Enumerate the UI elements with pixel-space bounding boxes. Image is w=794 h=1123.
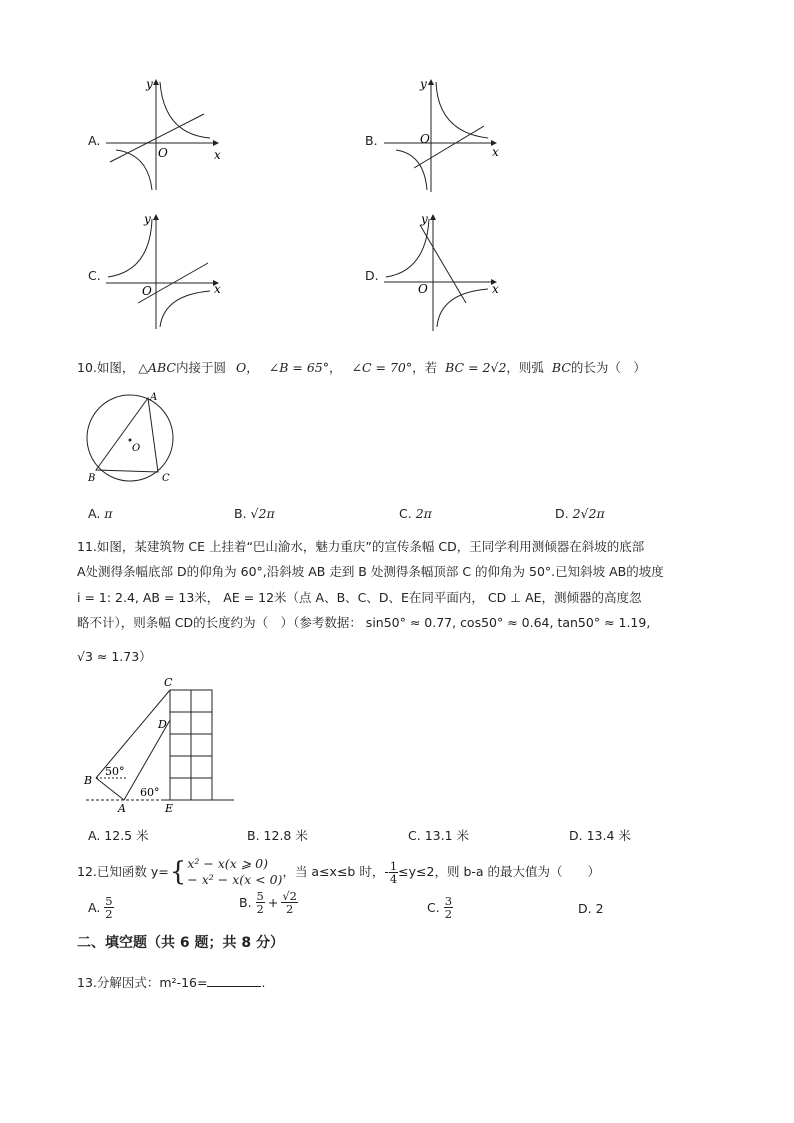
q12-option-a[interactable]: A. $\frac{5}{2}$	[88, 894, 113, 921]
fraction-quarter: $\frac{1}{4}$	[389, 858, 398, 886]
hyperbola-branch	[396, 150, 427, 190]
brace-icon: {	[169, 857, 187, 887]
point-c-label: C	[164, 676, 173, 689]
line	[110, 114, 204, 162]
y-label: y	[421, 212, 428, 226]
point-a-label: A	[118, 802, 126, 814]
q11-line-4: 略不计），则条幅 CD的长度约为（ ）（参考数据： sin50° ≈ 0.77, cos50° ≈ 0.64, tan50° ≈ 1.19,	[77, 615, 651, 630]
q11-option-a[interactable]: A. 12.5 米	[88, 828, 149, 843]
origin-label: O	[418, 282, 428, 296]
q11-building-figure	[82, 674, 242, 814]
q9-option-b-label: B.	[365, 133, 378, 148]
angle-50-label: 50°	[105, 765, 125, 778]
point-b-label: B	[88, 473, 96, 484]
q11-line-5: √3 ≈ 1.73）	[77, 649, 152, 664]
slope-ab	[96, 778, 124, 800]
q10-option-d[interactable]: D. 2√2π	[555, 506, 605, 521]
point-c-label: C	[162, 473, 170, 484]
q11-option-b[interactable]: B. 12.8 米	[247, 828, 308, 843]
hyperbola-branch	[160, 82, 210, 138]
x-label: x	[492, 282, 499, 296]
q12-stem: 12.已知函数 y= { x² − x(x ⩾ 0) − x² − x(x < 0) ，当 a≤x≤b 时，- $\frac{1}{4}$ ≤y≤2，则 b-a 的最大值为（ ）	[77, 856, 601, 887]
q10-stem: 10.如图， △ABC内接于圆 O， ∠B = 65°， ∠C = 70°，若 BC = 2√2，则弧 BC的长为（ ）	[77, 360, 646, 375]
y-label: y	[420, 77, 427, 91]
hyperbola-branch	[436, 82, 488, 138]
q9-option-a-label: A.	[88, 133, 101, 148]
y-label: y	[146, 77, 153, 91]
x-label: x	[492, 145, 499, 159]
q10-option-c[interactable]: C. 2π	[399, 506, 432, 521]
point-d-label: D	[158, 718, 167, 731]
q13-stem: 13.分解因式：m²-16= .	[77, 975, 266, 990]
q9-graph-b	[376, 72, 506, 197]
q11-line-1: 11.如图，某建筑物 CE 上挂着“巴山渝水，魅力重庆”的宣传条幅 CD，王同学利用测倾器在斜坡的底部	[77, 539, 645, 554]
angle-60-label: 60°	[140, 786, 160, 799]
center-dot	[129, 439, 132, 442]
origin-label: O	[158, 146, 168, 160]
q10-option-b[interactable]: B. √2π	[234, 506, 275, 521]
q9-option-d-label: D.	[365, 268, 379, 283]
q10-circle-figure	[80, 388, 180, 488]
y-label: y	[144, 212, 151, 226]
piecewise-cases: x² − x(x ⩾ 0) − x² − x(x < 0)	[187, 856, 283, 887]
q9-graph-a	[98, 72, 228, 197]
point-a-label: A	[150, 392, 158, 403]
hyperbola-branch	[160, 291, 210, 327]
q12-option-d[interactable]: D. 2	[578, 901, 604, 916]
q12-option-c[interactable]: C. $\frac{3}{2}$	[427, 894, 453, 921]
hyperbola-branch	[108, 219, 152, 277]
q11-line-2: A处测得条幅底部 D的仰角为 60°,沿斜坡 AB 走到 B 处测得条幅顶部 C 的仰角为 50°.已知斜坡 AB的坡度	[77, 564, 664, 579]
point-e-label: E	[165, 802, 174, 814]
hyperbola-branch	[437, 289, 488, 327]
q10-option-a[interactable]: A. π	[88, 506, 113, 521]
triangle-abc	[96, 398, 158, 472]
answer-blank[interactable]	[207, 976, 261, 987]
q11-option-c[interactable]: C. 13.1 米	[408, 828, 469, 843]
section-title: 二、填空题（共 6 题；共 8 分）	[77, 935, 284, 951]
q9-graph-d	[376, 207, 506, 332]
q9-option-c-label: C.	[88, 268, 101, 283]
hyperbola-branch	[386, 219, 429, 277]
q11-line-3: i = 1: 2.4, AB = 13米， AE = 12米（点 A、B、C、D、E在同平面内， CD ⊥ AE，测倾器的高度忽	[77, 590, 642, 605]
origin-label: O	[142, 284, 152, 298]
q9-graph-c	[98, 207, 228, 332]
x-label: x	[214, 148, 221, 162]
point-o-label: O	[132, 443, 141, 454]
q11-option-d[interactable]: D. 13.4 米	[569, 828, 631, 843]
point-b-label: B	[84, 774, 93, 787]
x-label: x	[214, 282, 221, 296]
q12-option-b[interactable]: B. $\frac{5}{2}$ + $\frac{√2}{2}$	[239, 889, 298, 916]
circle-o	[87, 395, 173, 481]
origin-label: O	[420, 132, 430, 146]
